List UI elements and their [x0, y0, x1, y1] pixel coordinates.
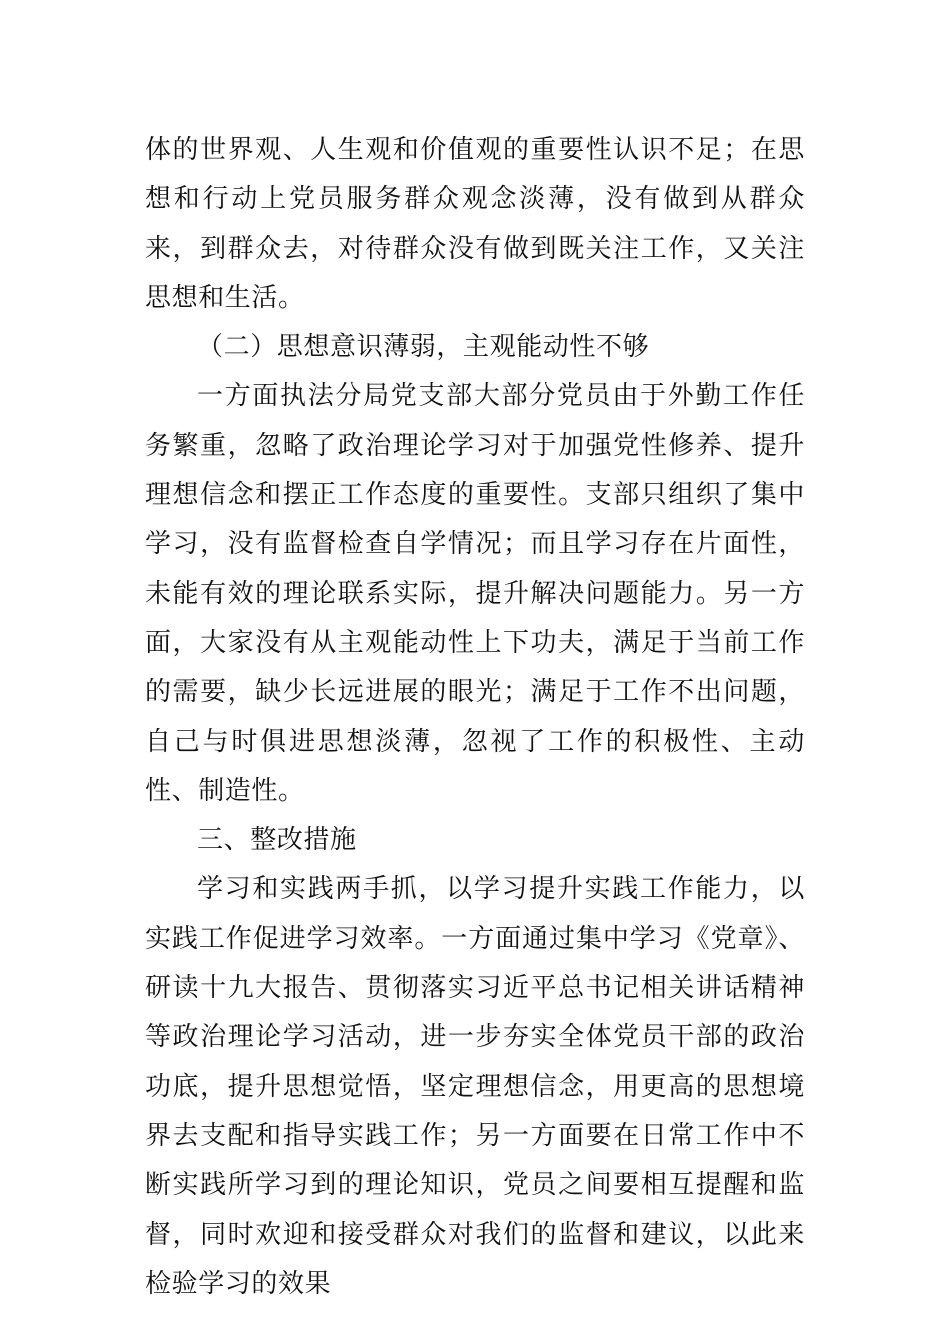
paragraph-ideology-detail: 一方面执法分局党支部大部分党员由于外勤工作任务繁重，忽略了政治理论学习对于加强党性修养、提升理想信念和摆正工作态度的重要性。支部只组织了集中学习，没有监督检查自学情况；而且学习存在片面性，未能有效的理论联系实际，提升解决问题能力。另一方面，大家没有从主观能动性上下功夫，满足于当前工作的需要，缺少长远进展的眼光；满足于工作不出问题，自己与时俱进思想淡薄，忽视了工作的积极性、主动性、制造性。	[145, 381, 805, 806]
paragraph-rectification-detail: 学习和实践两手抓，以学习提升实践工作能力，以实践工作促进学习效率。一方面通过集中学习《党章》、研读十九大报告、贯彻落实习近平总书记相关讲话精神等政治理论学习活动，进一步夯实全体党员干部的政治功底，提升思想觉悟，坚定理想信念，用更高的思想境界去支配和指导实践工作；另一方面要在日常工作中不断实践所学习到的理论知识，党员之间要相互提醒和监督，同时欢迎和接受群众对我们的监督和建议，以此来检验学习的效果	[145, 874, 805, 1299]
section-heading-ideology: （二）思想意识薄弱，主观能动性不够	[197, 332, 650, 363]
section-heading-rectification: 三、整改措施	[197, 825, 357, 856]
paragraph-continuation: 体的世界观、人生观和价值观的重要性认识不足；在思想和行动上党员服务群众观念淡薄，没有做到从群众来，到群众去，对待群众没有做到既关注工作，又关注思想和生活。	[145, 135, 805, 313]
document-body	[145, 126, 805, 1309]
